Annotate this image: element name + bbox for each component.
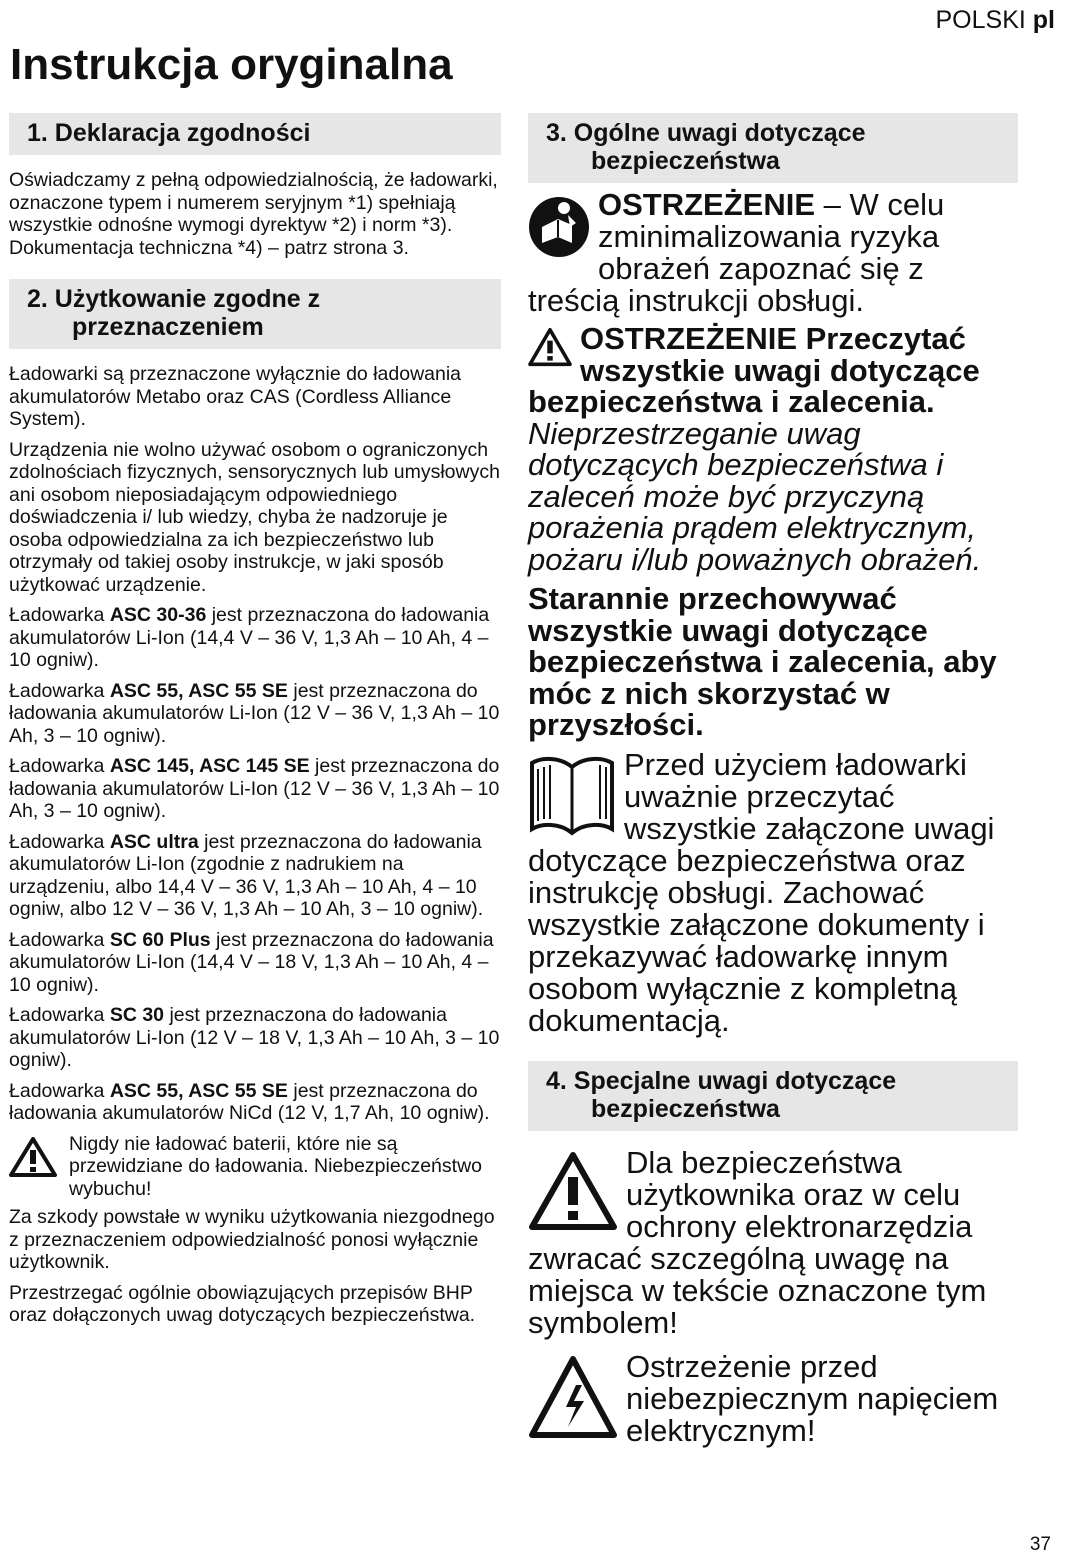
bhp-paragraph: Przestrzegać ogólnie obowiązujących przepisów BHP oraz dołączonych uwag dotyczących bezpieczeństwa. — [9, 1281, 476, 1326]
section-4-heading: 4. Specjalne uwagi dotyczące bezpieczeństwa — [528, 1061, 1018, 1131]
voltage-warning: Ostrzeżenie przed niebezpiecznym napięciem elektrycznym! — [528, 1351, 1018, 1453]
restriction-paragraph: Urządzenia nie wolno używać osobom o ograniczonych zdolnościach fizycznych, sensorycznych lub umysłowych ani osobom nieposiadającym odpowiedniego doświadczenia i/ lub wiedzy, chyba że nadzoruje je osoba odpowiedzialna za ich bezpieczeństwo lub otrzymały od takiej osoby instrukcje, w jaki sposób użytkować urządzenie. — [9, 438, 500, 596]
model-paragraph: Ładowarka SC 30 jest przeznaczona do ładowania akumulatorów Li-Ion (12 V – 18 V, 1,3 Ah – 10 Ah, 3 – 10 ogniw). — [9, 1004, 500, 1071]
section-3-heading: 3. Ogólne uwagi dotyczące bezpieczeństwa — [528, 113, 1018, 183]
warning-triangle-icon — [528, 327, 572, 367]
right-column — [528, 113, 1018, 1453]
warning-triangle-icon — [528, 1151, 618, 1231]
section-1-heading: 1. Deklaracja zgodności — [9, 113, 501, 155]
symbol-warning: Dla bezpieczeństwa użytkownika oraz w celu ochrony elektronarzędzia zwracać szczególną uwagę na miejsca w tekście oznaczone tym symbolem! — [528, 1144, 987, 1340]
keep-instructions-text: Starannie przechowywać wszystkie uwagi dotyczące bezpieczeństwa i zalecenia, aby móc z nich skorzystać w przyszłości. — [528, 581, 997, 742]
read-instructions-block: Przed użyciem ładowarki uważnie przeczytać wszystkie załączone uwagi dotyczące bezpieczeństwa oraz instrukcję obsługi. Zachować wszystkie załączone dokumenty i przekazywać ładowarkę innym osobom wyłącznie z kompletną dokumentacją. — [528, 746, 995, 1038]
left-column — [9, 113, 501, 1335]
language-label: POLSKI pl — [935, 6, 1055, 34]
model-paragraph: Ładowarka ASC 55, ASC 55 SE jest przeznaczona do ładowania akumulatorów NiCd (12 V, 1,7 Ah, 10 ogniw). — [9, 1079, 490, 1124]
page-title: Instrukcja oryginalna — [10, 40, 453, 89]
model-paragraph: Ładowarka ASC ultra jest przeznaczona do ładowania akumulatorów Li-Ion (zgodnie z nadrukiem na urządzeniu, albo 14,4 V – 36 V, 1,3 Ah – 10 Ah, 4 – 10 ogniw, albo 12 V – 36 V, 1,3 Ah – 10 Ah, 3 – 10 ogniw). — [9, 830, 484, 920]
liability-paragraph: Za szkody powstałe w wyniku użytkowania niezgodnego z przeznaczeniem odpowiedzialność ponosi wyłącznie użytkownik. — [9, 1206, 495, 1273]
manual-warning: OSTRZEŻENIE – W celu zminimalizowania ryzyka obrażeń zapoznać się z treścią instrukcji obsługi. — [528, 187, 945, 318]
model-paragraph: Ładowarka ASC 145, ASC 145 SE jest przeznaczona do ładowania akumulatorów Li-Ion (12 V – 36 V, 1,3 Ah – 10 Ah, 3 – 10 ogniw). — [9, 755, 500, 822]
battery-warning-text: Nigdy nie ładować baterii, które nie są przewidziane do ładowania. Niebezpieczeństwo wybuchu! — [69, 1132, 482, 1200]
battery-warning — [9, 1133, 501, 1201]
model-paragraph: Ładowarka SC 60 Plus jest przeznaczona do ładowania akumulatorów Li-Ion (14,4 V – 18 V, 1,3 Ah – 10 Ah, 4 – 10 ogniw). — [9, 928, 494, 996]
warning-triangle-icon — [9, 1137, 57, 1177]
model-paragraph: Ładowarka ASC 30-36 jest przeznaczona do ładowania akumulatorów Li-Ion (14,4 V – 36 V, 1,3 Ah – 10 Ah, 4 – 10 ogniw). — [9, 604, 490, 671]
declaration-text: Oświadczamy z pełną odpowiedzialnością, że ładowarki, oznaczone typem i numerem seryjnym *1) spełniają wszystkie odnośne wymogi dyrektyw *2) i norm *3). Dokumentacja techniczna *4) – patrz strona 3. — [9, 169, 498, 259]
open-book-icon — [528, 753, 616, 837]
read-manual-icon — [528, 193, 590, 259]
section-2-heading: 2. Użytkowanie zgodne z przeznaczeniem — [9, 279, 501, 349]
page-number: 37 — [1029, 1534, 1051, 1555]
model-paragraph: Ładowarka ASC 55, ASC 55 SE jest przeznaczona do ładowania akumulatorów Li-Ion (12 V – 36 V, 1,3 Ah – 10 Ah, 3 – 10 ogniw). — [9, 679, 500, 747]
high-voltage-icon — [528, 1355, 618, 1439]
intended-use-paragraph: Ładowarki są przeznaczone wyłącznie do ładowania akumulatorów Metabo oraz CAS (Cordless Alliance System). — [9, 363, 462, 430]
read-all-warning: OSTRZEŻENIE Przeczytać wszystkie uwagi dotyczące bezpieczeństwa i zalecenia. Nieprzestrzeganie uwag dotyczących bezpieczeństwa i zaleceń może być przyczyną porażenia prądem elektrycznym, pożaru i/lub poważnych obrażeń. — [528, 321, 982, 577]
